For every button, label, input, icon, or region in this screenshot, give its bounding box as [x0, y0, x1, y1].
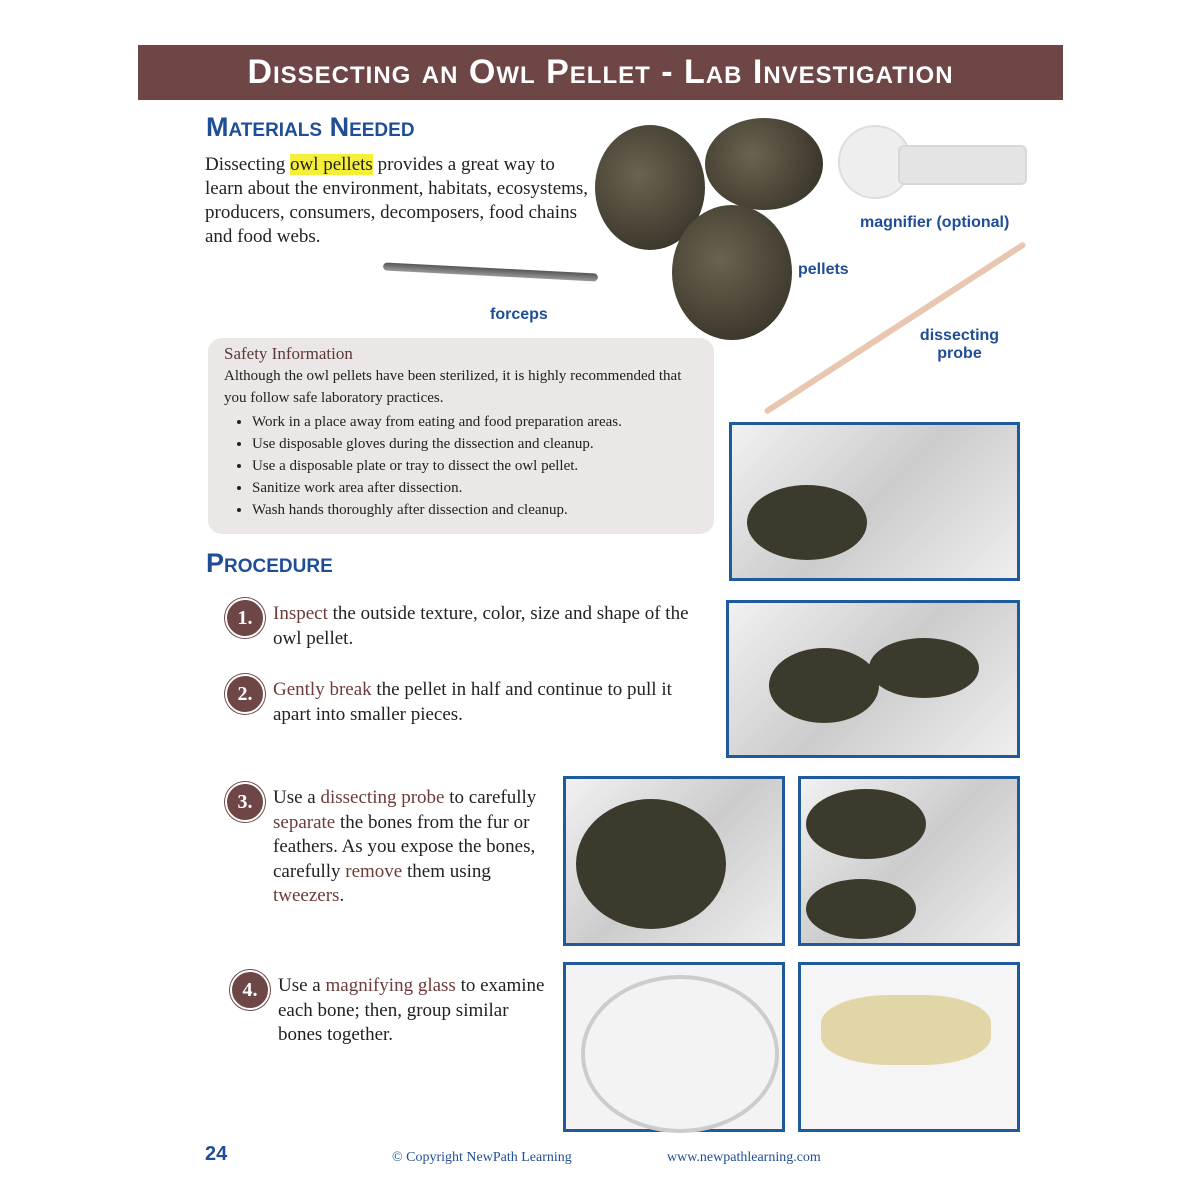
forceps-label: forceps: [490, 306, 548, 323]
safety-text: Although the owl pellets have been sterilized, it is highly recommended that you follow safe laboratory practices.: [224, 368, 682, 406]
page-number: 24: [205, 1143, 228, 1165]
step-text: to examine each bone; then, group similar bones together.: [278, 975, 545, 1045]
step-text: the bones from the fur or feathers. As you expose the bones, carefully: [273, 811, 536, 882]
step-number-badge: 4.: [230, 970, 270, 1010]
step-number-badge: 3.: [225, 782, 265, 822]
forceps-image: [383, 262, 598, 281]
page-title: Dissecting an Owl Pellet - Lab Investigation: [138, 45, 1063, 100]
grouped-bones-photo: [798, 962, 1020, 1132]
procedure-heading: Procedure: [206, 548, 333, 578]
safety-title: Safety Information: [224, 344, 353, 363]
procedure-step: [237, 602, 713, 651]
copyright: © Copyright NewPath Learning: [392, 1150, 572, 1165]
step-text: the outside texture, color, size and shape of the owl pellet.: [273, 603, 689, 649]
materials-heading: Materials Needed: [206, 112, 415, 142]
safety-item: • Use a disposable plate or tray to dissect the owl pellet.: [252, 455, 698, 477]
website-link[interactable]: www.newpathlearning.com: [667, 1150, 821, 1165]
key-term: separate: [273, 811, 336, 833]
step-text: Use a: [273, 787, 321, 808]
magnifier-label: magnifier (optional): [860, 214, 1010, 231]
materials-intro: Dissecting owl pellets provides a great way to learn about the environment, habitats, ecosystems, producers, consumers, decomposers, food chains and food webs.: [205, 154, 589, 247]
step-text: them using: [402, 860, 491, 882]
procedure-step: [242, 974, 553, 1048]
safety-box: [208, 338, 714, 534]
safety-item: • Work in a place away from eating and food preparation areas.: [252, 411, 698, 433]
safety-item: • Use disposable gloves during the dissection and cleanup.: [252, 433, 698, 455]
probe-separating-photo: [563, 776, 785, 946]
key-term: tweezers: [273, 885, 340, 906]
procedure-step: [237, 678, 713, 727]
breaking-pellet-photo: [726, 600, 1020, 758]
pellets-label: pellets: [798, 261, 849, 278]
key-term: remove: [345, 860, 403, 882]
safety-item: • Wash hands thoroughly after dissection and cleanup.: [252, 499, 698, 521]
step-number-badge: 2.: [225, 674, 265, 714]
step-number-badge: 1.: [225, 598, 265, 638]
step-text: .: [339, 885, 345, 906]
procedure-step: [237, 786, 558, 909]
probe-label: dissecting probe: [919, 327, 1000, 362]
magnifying-bone-photo: [563, 962, 785, 1132]
key-term: Gently break: [273, 679, 372, 700]
step-text: the pellet in half and continue to pull it apart into smaller pieces.: [273, 679, 672, 725]
step-text: to carefully: [444, 787, 537, 808]
step-text: Use a: [278, 975, 326, 996]
key-term: magnifying glass: [325, 975, 456, 996]
safety-item: • Sanitize work area after dissection.: [252, 477, 698, 499]
key-term: dissecting probe: [320, 787, 445, 808]
gloved-hand-pellet-photo: [729, 422, 1020, 581]
key-term: Inspect: [273, 603, 328, 624]
tweezers-bones-photo: [798, 776, 1020, 946]
